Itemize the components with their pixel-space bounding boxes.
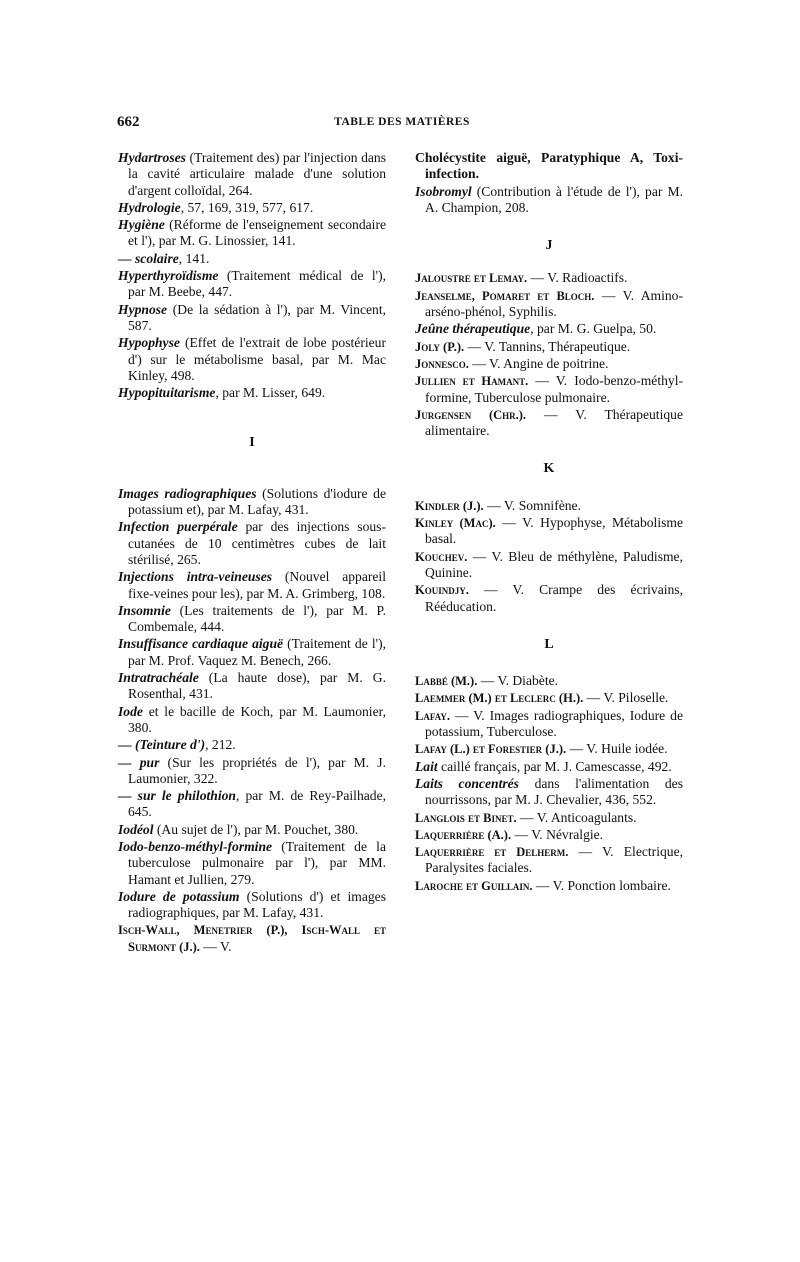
index-entry: Iodéol (Au sujet de l'), par M. Pouchet, 380. bbox=[118, 821, 359, 837]
index-entry: — scolaire, 141. bbox=[118, 250, 210, 266]
section-letter-i: I bbox=[249, 435, 255, 451]
index-entry: Hypophyse (Effet de l'extrait de lobe postérieur d') sur le métabolisme basal, par M. Mac Kinley, 498. bbox=[118, 335, 386, 383]
section-letter-k: K bbox=[543, 461, 555, 477]
index-entry: Injections intra-veineuses (Nouvel appareil fixe-veines pour les), par M. A. Grimberg, 108. bbox=[118, 569, 386, 601]
index-entry: Iodo-benzo-méthyl-formine (Traitement de la tuberculose pulmonaire par l'), par MM. Hamant et Jullien, 279. bbox=[118, 838, 386, 887]
index-entry: Laquerrière et Delherm. — V. Electrique, Paralysites faciales. bbox=[415, 844, 683, 876]
index-entry: — pur (Sur les propriétés de l'), par M. J. Laumonier, 322. bbox=[118, 754, 387, 786]
index-entry: Lafay. — V. Images radiographiques, Iodure de potassium, Tuberculose. bbox=[415, 707, 683, 740]
index-entry: — sur le philothion, par M. de Rey-Pailhade, 645. bbox=[118, 788, 386, 820]
index-entry: Jeûne thérapeutique, par M. G. Guelpa, 50. bbox=[415, 321, 657, 337]
index-entry: Isch-Wall, Menetrier (P.), Isch-Wall et Surmont (J.). — V. bbox=[118, 923, 386, 954]
page-number: 662 bbox=[117, 114, 140, 130]
left-column bbox=[118, 150, 386, 956]
entries-top bbox=[415, 150, 683, 216]
index-entry: Laemmer (M.) et Leclerc (H.). — V. Piloselle. bbox=[415, 690, 669, 706]
entries-j bbox=[415, 270, 683, 439]
entries-k bbox=[415, 498, 683, 615]
index-entry: Jonnesco. — V. Angine de poitrine. bbox=[415, 355, 609, 371]
index-entry: Laroche et Guillain. — V. Ponction lombaire. bbox=[415, 877, 671, 893]
right-column bbox=[415, 150, 683, 895]
section-letter-j: J bbox=[545, 238, 553, 254]
index-entry: Laits concentrés dans l'alimentation des nourrissons, par M. J. Chevalier, 436, 552. bbox=[415, 775, 683, 808]
index-entry: Hypnose (De la sédation à l'), par M. Vincent, 587. bbox=[118, 301, 386, 333]
index-entry: Isobromyl (Contribution à l'étude de l'), par M. A. Champion, 208. bbox=[415, 183, 683, 215]
index-entry: Insomnie (Les traitements de l'), par M. P. Combemale, 444. bbox=[118, 602, 386, 635]
section-letter-l: L bbox=[544, 636, 554, 652]
index-entry: Kouindjy. — V. Crampe des écrivains, Rééducation. bbox=[415, 582, 683, 614]
index-entry: Lait caillé français, par M. J. Camescasse, 492. bbox=[415, 758, 672, 774]
index-entry: Hygiène (Réforme de l'enseignement secondaire et l'), par M. G. Linossier, 141. bbox=[118, 217, 386, 249]
running-title: TABLE DES MATIÈRES bbox=[334, 116, 470, 128]
index-entry: Kindler (J.). — V. Somnifène. bbox=[415, 497, 581, 513]
entries-l bbox=[415, 673, 683, 894]
index-entry: Iode et le bacille de Koch, par M. Laumonier, 380. bbox=[118, 703, 386, 735]
index-entry: Jullien et Hamant. — V. Iodo-benzo-méthyl-formine, Tuberculose pulmonaire. bbox=[415, 373, 683, 405]
index-entry: Kinley (Mac). — V. Hypophyse, Métabolisme basal. bbox=[415, 515, 684, 547]
index-entry: Iodure de potassium (Solutions d') et images radiographiques, par M. Lafay, 431. bbox=[118, 888, 386, 921]
index-entry: Jurgensen (Chr.). — V. Thérapeutique alimentaire. bbox=[415, 406, 683, 439]
index-entry: Cholécystite aiguë, Paratyphique A, Toxi-infection. bbox=[415, 150, 683, 182]
running-header bbox=[117, 114, 687, 136]
index-entry: Langlois et Binet. — V. Anticoagulants. bbox=[415, 809, 637, 825]
index-entry: Jeanselme, Pomaret et Bloch. — V. Amino-arséno-phénol, Syphilis. bbox=[415, 287, 684, 320]
index-entry: Images radiographiques (Solutions d'iodure de potassium et), par M. Lafay, 431. bbox=[118, 485, 386, 518]
entries-h bbox=[118, 150, 386, 401]
index-entry: Hyperthyroïdisme (Traitement médical de l'), par M. Beebe, 447. bbox=[118, 268, 386, 300]
index-entry: Lafay (L.) et Forestier (J.). — V. Huile iodée. bbox=[415, 741, 668, 757]
index-entry: Infection puerpérale par des injections sous-cutanées de 10 centimètres cubes de lait stérilisé, 265. bbox=[118, 519, 386, 567]
index-entry: Laquerrière (A.). — V. Névralgie. bbox=[415, 826, 604, 842]
index-entry: Intratrachéale (La haute dose), par M. G. Rosenthal, 431. bbox=[118, 670, 386, 702]
index-entry: Insuffisance cardiaque aiguë (Traitement de l'), par M. Prof. Vaquez M. Benech, 266. bbox=[118, 636, 386, 668]
entries-i bbox=[118, 486, 386, 955]
index-entry: Hydartroses (Traitement des) par l'injection dans la cavité articulaire malade d'une solution d'argent colloïdal, 264. bbox=[118, 150, 386, 198]
index-entry: Jaloustre et Lemay. — V. Radioactifs. bbox=[415, 270, 628, 286]
index-entry: Kouchev. — V. Bleu de méthylène, Paludisme, Quinine. bbox=[415, 548, 683, 580]
index-entry: Hypopituitarisme, par M. Lisser, 649. bbox=[118, 385, 326, 401]
index-entry: Labbé (M.). — V. Diabète. bbox=[415, 673, 559, 689]
index-entry: Hydrologie, 57, 169, 319, 577, 617. bbox=[118, 199, 314, 215]
index-entry: — (Teinture d'), 212. bbox=[118, 737, 236, 753]
index-entry: Joly (P.). — V. Tannins, Thérapeutique. bbox=[415, 338, 631, 354]
